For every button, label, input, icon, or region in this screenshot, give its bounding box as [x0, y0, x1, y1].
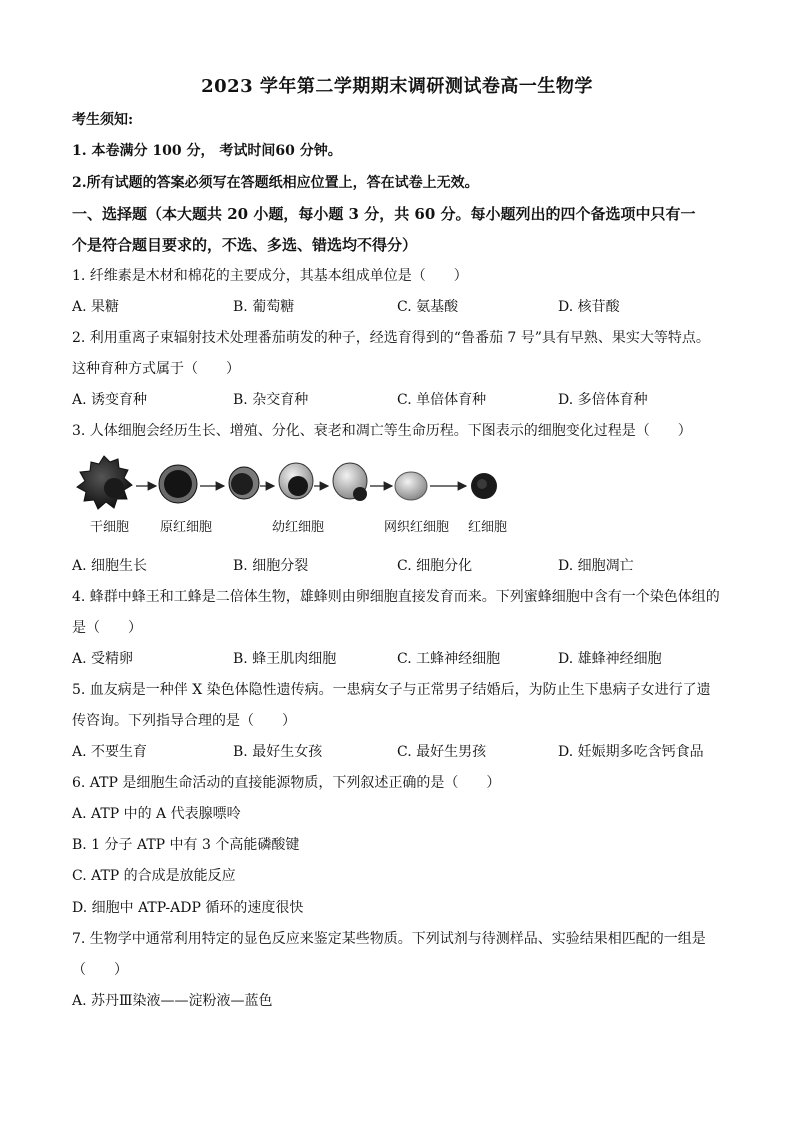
q5-option-a: A. 不要生育 [72, 744, 148, 760]
q4-option-c: C. 工蜂神经细胞 [397, 651, 501, 667]
reticulocyte-icon [395, 472, 427, 500]
q1-option-c: C. 氨基酸 [397, 299, 459, 315]
q7-option-a: A. 苏丹Ⅲ染液——淀粉液—蓝色 [72, 993, 273, 1009]
q3-options [72, 556, 732, 576]
q3-stem: 3. 人体细胞会经历生长、增殖、分化、衰老和凋亡等生命历程。下图表示的细胞变化过程是（ ） [72, 423, 692, 439]
q2-option-a: A. 诱变育种 [72, 392, 148, 408]
q3-option-a: A. 细胞生长 [72, 558, 148, 574]
q5-option-b: B. 最好生女孩 [233, 744, 323, 760]
q6-option-b: B. 1 分子 ATP 中有 3 个高能磷酸键 [72, 837, 300, 853]
q3-option-c: C. 细胞分化 [397, 558, 473, 574]
q3-option-b: B. 细胞分裂 [233, 558, 309, 574]
q4-option-a: A. 受精卵 [72, 651, 134, 667]
exam-title: 2023 学年第二学期期末调研测试卷高一生物学 [201, 76, 593, 97]
erythroblast-icon-2 [279, 463, 313, 499]
section-heading-line-2: 个是符合题目要求的，不选、多选、错选均不得分） [72, 236, 418, 254]
q4-options [72, 649, 732, 669]
q5-options [72, 742, 732, 762]
notice-heading: 考生须知: [72, 112, 134, 128]
q7-stem-line-2: （ ） [72, 962, 128, 978]
q4-option-b: B. 蜂王肌肉细胞 [233, 651, 337, 667]
erythroblast-icon-3 [333, 463, 367, 501]
q2-stem-line-1: 2. 利用重离子束辐射技术处理番茄萌发的种子，经选育得到的“鲁番茄 7 号”具有早熟、果实大等特点。 [72, 330, 710, 346]
section-heading-line-1: 一、选择题（本大题共 20 小题，每小题 3 分，共 60 分。每小题列出的四个备选项中只有一 [72, 205, 696, 223]
proerythroblast-icon [159, 465, 197, 503]
q4-stem-line-1: 4. 蜂群中蜂王和工蜂是二倍体生物，雄蜂则由卵细胞直接发育而来。下列蜜蜂细胞中含有一个染色体组的 [72, 589, 720, 605]
q5-stem-line-1: 5. 血友病是一种伴 X 染色体隐性遗传病。一患病女子与正常男子结婚后，为防止生下患病子女进行了遗 [72, 682, 711, 698]
cell-differentiation-figure [72, 452, 522, 542]
q1-option-a: A. 果糖 [72, 299, 120, 315]
notice-item-2: 2.所有试题的答案必须写在答题纸相应位置上，答在试卷上无效。 [72, 175, 479, 191]
q7-stem-line-1: 7. 生物学中通常利用特定的显色反应来鉴定某些物质。下列试剂与待测样品、实验结果相匹配的一组是 [72, 931, 706, 947]
q1-option-b: B. 葡萄糖 [233, 299, 295, 315]
q3-option-d: D. 细胞凋亡 [558, 558, 634, 574]
q2-option-b: B. 杂交育种 [233, 392, 309, 408]
q2-stem-line-2: 这种育种方式属于（ ） [72, 361, 240, 377]
erythroblast-icon-1 [229, 467, 259, 499]
q1-option-d: D. 核苷酸 [558, 299, 620, 315]
cell-diagram [72, 452, 522, 514]
label-red-blood-cell: 红细胞 [468, 520, 508, 535]
notice-item-1: 1. 本卷满分 100 分， 考试时间60 分钟。 [72, 143, 342, 159]
q2-options [72, 390, 732, 410]
q6-option-c: C. ATP 的合成是放能反应 [72, 868, 236, 884]
q4-option-d: D. 雄蜂神经细胞 [558, 651, 662, 667]
q5-option-d: D. 妊娠期多吃含钙食品 [558, 744, 704, 760]
label-reticulocyte: 网织红细胞 [384, 520, 450, 535]
label-erythroblast: 幼红细胞 [272, 520, 325, 535]
q4-stem-line-2: 是（ ） [72, 620, 142, 636]
q1-stem: 1. 纤维素是木材和棉花的主要成分，其基本组成单位是（ ） [72, 268, 468, 284]
red-blood-cell-icon [471, 473, 497, 499]
q5-stem-line-2: 传咨询。下列指导合理的是（ ） [72, 713, 296, 729]
q1-options [72, 297, 732, 317]
q6-option-a: A. ATP 中的 A 代表腺嘌呤 [72, 806, 241, 822]
stem-cell-icon [77, 456, 132, 509]
q2-option-d: D. 多倍体育种 [558, 392, 648, 408]
q5-option-c: C. 最好生男孩 [397, 744, 487, 760]
label-stem-cell: 干细胞 [90, 520, 130, 535]
label-proerythroblast: 原红细胞 [160, 520, 213, 535]
q2-option-c: C. 单倍体育种 [397, 392, 487, 408]
q6-option-d: D. 细胞中 ATP-ADP 循环的速度很快 [72, 900, 304, 916]
q6-stem: 6. ATP 是细胞生命活动的直接能源物质，下列叙述正确的是（ ） [72, 775, 501, 791]
